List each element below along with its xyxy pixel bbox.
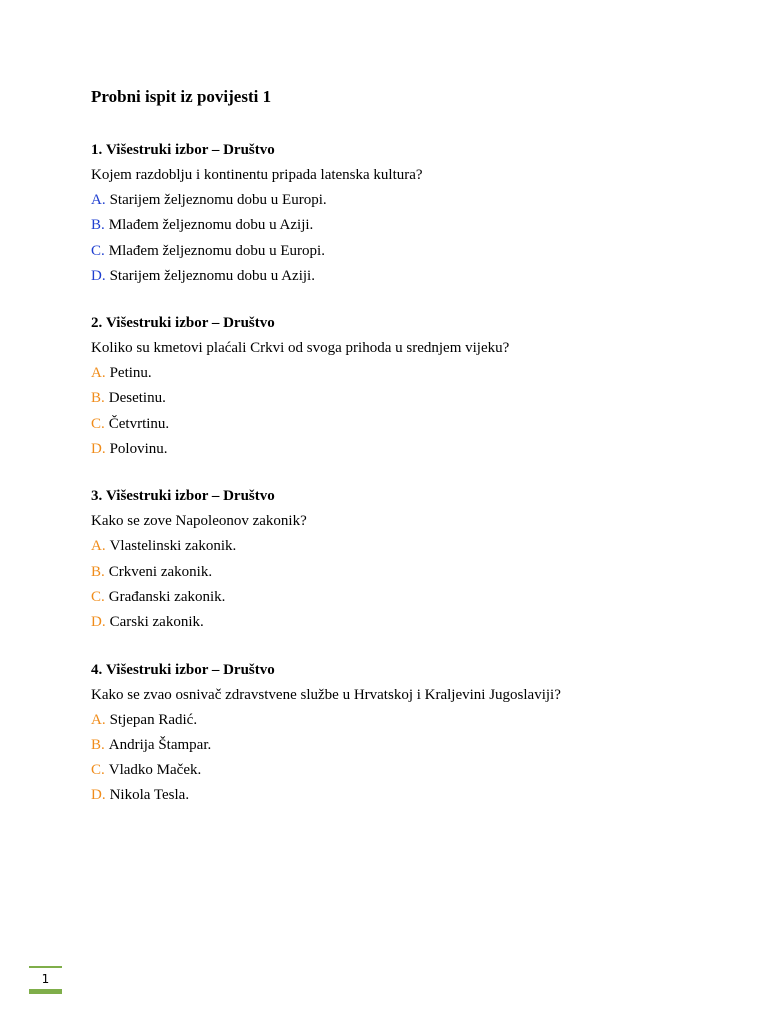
answer-option-a (91, 708, 731, 733)
question-number: 4. (91, 661, 103, 678)
answer-option-d (91, 610, 731, 635)
document-page (91, 86, 731, 831)
answer-option-a (91, 188, 731, 213)
option-text: Stjepan Radić. (109, 711, 198, 728)
option-text: Mlađem željeznomu dobu u Europi. (108, 242, 325, 259)
question-category: Višestruki izbor – Društvo (106, 488, 275, 505)
question-heading (91, 138, 731, 163)
option-text: Vladko Maček. (108, 762, 202, 779)
question-category: Višestruki izbor – Društvo (106, 661, 275, 678)
option-text: Crkveni zakonik. (108, 563, 213, 580)
answer-option-b (91, 733, 731, 758)
page-number-footer (29, 966, 62, 994)
answer-options (91, 708, 731, 809)
option-letter: A. (91, 192, 106, 208)
option-text: Nikola Tesla. (109, 787, 190, 804)
answer-option-d (91, 437, 731, 462)
option-text: Desetinu. (108, 390, 166, 407)
option-text: Carski zakonik. (109, 614, 204, 631)
answer-option-d (91, 783, 731, 808)
question-heading (91, 484, 731, 509)
option-letter: C. (91, 762, 105, 779)
question-category: Višestruki izbor – Društvo (106, 142, 275, 158)
answer-options (91, 534, 731, 635)
option-letter: B. (91, 736, 105, 753)
question-heading (91, 658, 731, 683)
question-number: 1. (91, 142, 103, 158)
question-3 (91, 484, 731, 635)
option-text: Mlađem željeznomu dobu u Aziji. (108, 217, 314, 234)
answer-option-c (91, 239, 731, 264)
answer-options (91, 361, 731, 462)
question-text: Kako se zvao osnivač zdravstvene službe u Hrvatskoj i Kraljevini Jugoslaviji? (91, 686, 561, 703)
question-heading (91, 311, 731, 336)
answer-option-c (91, 758, 731, 783)
option-text: Vlastelinski zakonik. (109, 538, 237, 555)
document-title: Probni ispit iz povijesti 1 (91, 87, 272, 106)
answer-option-b (91, 386, 731, 411)
option-letter: C. (91, 242, 105, 259)
answer-option-d (91, 264, 731, 289)
question-number: 2. (91, 315, 103, 332)
page-number: 1 (41, 971, 50, 986)
option-letter: D. (91, 267, 106, 284)
question-1 (91, 138, 731, 289)
option-letter: A. (91, 538, 106, 555)
option-letter: B. (91, 217, 105, 234)
option-letter: A. (91, 365, 106, 382)
option-text: Andrija Štampar. (108, 736, 212, 753)
question-4 (91, 658, 731, 809)
option-text: Četvrtinu. (108, 415, 170, 432)
option-letter: B. (91, 563, 105, 580)
answer-option-c (91, 585, 731, 610)
option-text: Starijem željeznomu dobu u Europi. (109, 192, 327, 208)
option-letter: C. (91, 415, 105, 432)
option-letter: B. (91, 390, 105, 407)
question-2 (91, 311, 731, 462)
option-letter: D. (91, 787, 106, 804)
question-number: 3. (91, 488, 103, 505)
option-text: Građanski zakonik. (108, 588, 226, 605)
option-text: Polovinu. (109, 441, 168, 458)
option-text: Starijem željeznomu dobu u Aziji. (109, 267, 315, 284)
option-text: Petinu. (109, 365, 152, 382)
option-letter: D. (91, 441, 106, 458)
question-text: Koliko su kmetovi plaćali Crkvi od svoga prihoda u srednjem vijeku? (91, 340, 510, 357)
answer-option-b (91, 213, 731, 238)
question-text: Kako se zove Napoleonov zakonik? (91, 513, 307, 530)
answer-options (91, 188, 731, 289)
option-letter: A. (91, 711, 106, 728)
option-letter: D. (91, 614, 106, 631)
answer-option-a (91, 534, 731, 559)
question-text: Kojem razdoblju i kontinentu pripada latenska kultura? (91, 167, 423, 183)
question-category: Višestruki izbor – Društvo (106, 315, 275, 332)
answer-option-a (91, 361, 731, 386)
option-letter: C. (91, 588, 105, 605)
answer-option-c (91, 412, 731, 437)
answer-option-b (91, 560, 731, 585)
